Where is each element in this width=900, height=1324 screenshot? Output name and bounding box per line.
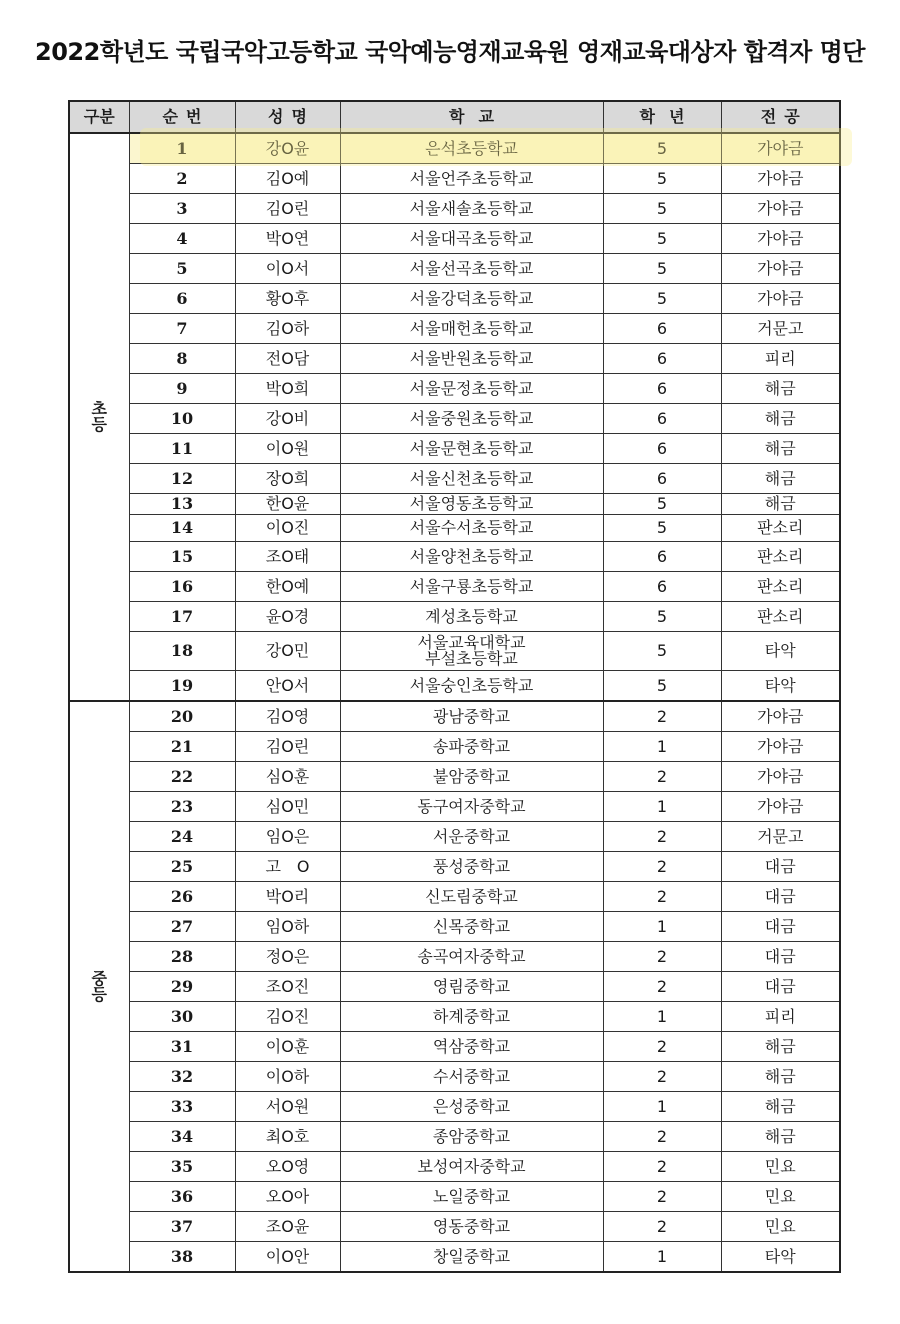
table-row xyxy=(69,164,840,194)
row-name: 고 O xyxy=(235,852,340,882)
row-major: 가야금 xyxy=(721,254,840,284)
table-row xyxy=(69,852,840,882)
row-name: 김O예 xyxy=(235,164,340,194)
row-grade: 2 xyxy=(603,762,721,792)
row-name: 이O안 xyxy=(235,1242,340,1273)
row-grade: 2 xyxy=(603,882,721,912)
row-name: 전O담 xyxy=(235,344,340,374)
table-row xyxy=(69,224,840,254)
row-number: 24 xyxy=(129,822,235,852)
row-school: 은석초등학교 xyxy=(340,133,603,164)
row-name: 박O리 xyxy=(235,882,340,912)
row-name: 서O원 xyxy=(235,1092,340,1122)
category-label: 초 xyxy=(91,399,107,418)
row-school: 종암중학교 xyxy=(340,1122,603,1152)
row-school: 신목중학교 xyxy=(340,912,603,942)
row-school-line: 서울교육대학교 xyxy=(417,633,526,652)
row-grade: 6 xyxy=(603,542,721,572)
row-number: 5 xyxy=(129,254,235,284)
row-name: 한O윤 xyxy=(235,494,340,515)
row-major: 가야금 xyxy=(721,224,840,254)
row-school: 은성중학교 xyxy=(340,1092,603,1122)
row-major: 해금 xyxy=(721,1122,840,1152)
row-major: 해금 xyxy=(721,374,840,404)
table-row xyxy=(69,344,840,374)
row-grade: 2 xyxy=(603,1122,721,1152)
row-grade: 5 xyxy=(603,284,721,314)
row-name: 임O은 xyxy=(235,822,340,852)
row-school: 서울수서초등학교 xyxy=(340,515,603,542)
row-grade: 6 xyxy=(603,314,721,344)
row-school: 서울숭인초등학교 xyxy=(340,671,603,702)
row-grade: 1 xyxy=(603,912,721,942)
row-grade: 2 xyxy=(603,1062,721,1092)
row-number: 29 xyxy=(129,972,235,1002)
table-row xyxy=(69,254,840,284)
row-number: 35 xyxy=(129,1152,235,1182)
row-number: 28 xyxy=(129,942,235,972)
row-major: 해금 xyxy=(721,494,840,515)
row-number: 25 xyxy=(129,852,235,882)
row-grade: 6 xyxy=(603,404,721,434)
row-major: 대금 xyxy=(721,852,840,882)
table-row xyxy=(69,1242,840,1273)
row-number: 18 xyxy=(129,632,235,671)
table-row xyxy=(69,464,840,494)
row-name: 황O후 xyxy=(235,284,340,314)
row-school: 송파중학교 xyxy=(340,732,603,762)
row-number: 17 xyxy=(129,602,235,632)
row-school: 수서중학교 xyxy=(340,1062,603,1092)
row-grade: 2 xyxy=(603,852,721,882)
row-school: 서울문현초등학교 xyxy=(340,434,603,464)
row-major: 대금 xyxy=(721,912,840,942)
row-school: 서울구룡초등학교 xyxy=(340,572,603,602)
row-number: 12 xyxy=(129,464,235,494)
row-name: 정O은 xyxy=(235,942,340,972)
row-number: 3 xyxy=(129,194,235,224)
row-number: 15 xyxy=(129,542,235,572)
row-major: 거문고 xyxy=(721,314,840,344)
row-name: 조O태 xyxy=(235,542,340,572)
row-major: 거문고 xyxy=(721,822,840,852)
row-school: 불암중학교 xyxy=(340,762,603,792)
category-label: 등 xyxy=(91,984,107,1004)
header-number: 순번 xyxy=(129,101,235,133)
row-school: 서울양천초등학교 xyxy=(340,542,603,572)
table-row xyxy=(69,494,840,515)
row-major: 해금 xyxy=(721,1092,840,1122)
header-category: 구분 xyxy=(69,101,129,133)
row-grade: 5 xyxy=(603,515,721,542)
row-number: 4 xyxy=(129,224,235,254)
row-grade: 5 xyxy=(603,194,721,224)
row-name: 심O훈 xyxy=(235,762,340,792)
row-major: 피리 xyxy=(721,1002,840,1032)
row-number: 16 xyxy=(129,572,235,602)
row-school-line: 부설초등학교 xyxy=(425,649,518,668)
row-name: 김O린 xyxy=(235,732,340,762)
row-name: 김O린 xyxy=(235,194,340,224)
row-grade: 2 xyxy=(603,701,721,732)
row-grade: 5 xyxy=(603,632,721,671)
row-number: 11 xyxy=(129,434,235,464)
table-row xyxy=(69,762,840,792)
row-grade: 5 xyxy=(603,671,721,702)
row-name: 이O훈 xyxy=(235,1032,340,1062)
row-major: 민요 xyxy=(721,1182,840,1212)
row-major: 가야금 xyxy=(721,194,840,224)
row-school: 서울매헌초등학교 xyxy=(340,314,603,344)
table-row xyxy=(69,133,840,164)
row-school: 영림중학교 xyxy=(340,972,603,1002)
row-name: 오O아 xyxy=(235,1182,340,1212)
row-school: 서울영동초등학교 xyxy=(340,494,603,515)
row-grade: 2 xyxy=(603,822,721,852)
row-major: 가야금 xyxy=(721,701,840,732)
row-name: 이O진 xyxy=(235,515,340,542)
row-major: 타악 xyxy=(721,671,840,702)
category-middle xyxy=(69,701,129,1272)
category-label: 등 xyxy=(91,415,107,434)
row-grade: 2 xyxy=(603,1212,721,1242)
row-major: 가야금 xyxy=(721,164,840,194)
table-row xyxy=(69,701,840,732)
row-school: 서울새솔초등학교 xyxy=(340,194,603,224)
row-number: 21 xyxy=(129,732,235,762)
row-school: 역삼중학교 xyxy=(340,1032,603,1062)
table-row xyxy=(69,602,840,632)
table-row xyxy=(69,792,840,822)
row-major: 판소리 xyxy=(721,515,840,542)
header-name: 성명 xyxy=(235,101,340,133)
row-school: 서울문정초등학교 xyxy=(340,374,603,404)
row-school: 서울선곡초등학교 xyxy=(340,254,603,284)
row-number: 9 xyxy=(129,374,235,404)
table-row xyxy=(69,671,840,702)
row-grade: 6 xyxy=(603,434,721,464)
row-name: 강O민 xyxy=(235,632,340,671)
row-school: 서울중원초등학교 xyxy=(340,404,603,434)
row-number: 20 xyxy=(129,701,235,732)
row-grade: 5 xyxy=(603,224,721,254)
row-number: 37 xyxy=(129,1212,235,1242)
row-name: 강O윤 xyxy=(235,133,340,164)
row-major: 가야금 xyxy=(721,284,840,314)
header-school: 학교 xyxy=(340,101,603,133)
row-school: 서울반원초등학교 xyxy=(340,344,603,374)
row-number: 26 xyxy=(129,882,235,912)
row-major: 가야금 xyxy=(721,792,840,822)
table-row xyxy=(69,194,840,224)
row-name: 이O서 xyxy=(235,254,340,284)
row-school: 계성초등학교 xyxy=(340,602,603,632)
row-school: 보성여자중학교 xyxy=(340,1152,603,1182)
row-number: 23 xyxy=(129,792,235,822)
table-row xyxy=(69,972,840,1002)
row-number: 27 xyxy=(129,912,235,942)
table-row xyxy=(69,1182,840,1212)
admission-roster-table xyxy=(68,100,841,1273)
row-school: 신도림중학교 xyxy=(340,882,603,912)
table-row xyxy=(69,1032,840,1062)
row-school: 풍성중학교 xyxy=(340,852,603,882)
row-major: 피리 xyxy=(721,344,840,374)
row-grade: 6 xyxy=(603,344,721,374)
row-grade: 1 xyxy=(603,792,721,822)
row-number: 2 xyxy=(129,164,235,194)
row-grade: 2 xyxy=(603,942,721,972)
row-number: 33 xyxy=(129,1092,235,1122)
row-school: 하계중학교 xyxy=(340,1002,603,1032)
page-title: 2022학년도 국립국악고등학교 국악예능영재교육원 영재교육대상자 합격자 명단 xyxy=(35,38,865,66)
table-row xyxy=(69,632,840,671)
row-grade: 2 xyxy=(603,1182,721,1212)
row-major: 해금 xyxy=(721,464,840,494)
table-row xyxy=(69,374,840,404)
row-major: 타악 xyxy=(721,632,840,671)
category-label: 중 xyxy=(91,968,107,988)
table-row xyxy=(69,515,840,542)
row-name: 안O서 xyxy=(235,671,340,702)
row-number: 19 xyxy=(129,671,235,702)
row-name: 이O원 xyxy=(235,434,340,464)
row-major: 해금 xyxy=(721,1032,840,1062)
table-row xyxy=(69,1062,840,1092)
row-name: 심O민 xyxy=(235,792,340,822)
row-major: 타악 xyxy=(721,1242,840,1273)
row-number: 8 xyxy=(129,344,235,374)
row-major: 가야금 xyxy=(721,133,840,164)
row-name: 김O하 xyxy=(235,314,340,344)
row-name: 윤O경 xyxy=(235,602,340,632)
header-grade: 학년 xyxy=(603,101,721,133)
row-number: 38 xyxy=(129,1242,235,1273)
row-grade: 1 xyxy=(603,1002,721,1032)
row-major: 대금 xyxy=(721,972,840,1002)
row-major: 민요 xyxy=(721,1152,840,1182)
row-number: 30 xyxy=(129,1002,235,1032)
row-number: 1 xyxy=(129,133,235,164)
row-school: 서울신천초등학교 xyxy=(340,464,603,494)
row-grade: 5 xyxy=(603,254,721,284)
row-major: 가야금 xyxy=(721,732,840,762)
row-major: 판소리 xyxy=(721,542,840,572)
row-major: 대금 xyxy=(721,942,840,972)
header-row xyxy=(69,101,840,133)
row-school: 영동중학교 xyxy=(340,1212,603,1242)
table-row xyxy=(69,822,840,852)
category-elementary xyxy=(69,133,129,701)
row-grade: 2 xyxy=(603,972,721,1002)
row-number: 7 xyxy=(129,314,235,344)
row-school: 서울강덕초등학교 xyxy=(340,284,603,314)
table-row xyxy=(69,572,840,602)
table-row xyxy=(69,882,840,912)
row-grade: 2 xyxy=(603,1152,721,1182)
row-name: 조O윤 xyxy=(235,1212,340,1242)
row-grade: 5 xyxy=(603,494,721,515)
table-row xyxy=(69,912,840,942)
table-row xyxy=(69,1122,840,1152)
row-school: 송곡여자중학교 xyxy=(340,942,603,972)
row-number: 13 xyxy=(129,494,235,515)
table-row xyxy=(69,942,840,972)
row-number: 22 xyxy=(129,762,235,792)
row-school xyxy=(340,632,603,671)
table-row xyxy=(69,1212,840,1242)
row-major: 해금 xyxy=(721,434,840,464)
row-grade: 1 xyxy=(603,1092,721,1122)
row-major: 대금 xyxy=(721,882,840,912)
row-name: 김O진 xyxy=(235,1002,340,1032)
row-number: 36 xyxy=(129,1182,235,1212)
row-name: 최O호 xyxy=(235,1122,340,1152)
row-number: 10 xyxy=(129,404,235,434)
table-row xyxy=(69,404,840,434)
row-major: 판소리 xyxy=(721,572,840,602)
row-grade: 1 xyxy=(603,732,721,762)
row-school: 서울대곡초등학교 xyxy=(340,224,603,254)
row-grade: 6 xyxy=(603,464,721,494)
row-name: 이O하 xyxy=(235,1062,340,1092)
row-number: 32 xyxy=(129,1062,235,1092)
header-major: 전공 xyxy=(721,101,840,133)
row-number: 34 xyxy=(129,1122,235,1152)
row-major: 판소리 xyxy=(721,602,840,632)
row-school: 동구여자중학교 xyxy=(340,792,603,822)
row-number: 6 xyxy=(129,284,235,314)
row-school: 광남중학교 xyxy=(340,701,603,732)
row-number: 14 xyxy=(129,515,235,542)
row-name: 한O예 xyxy=(235,572,340,602)
row-school: 노일중학교 xyxy=(340,1182,603,1212)
table-row xyxy=(69,434,840,464)
table-row xyxy=(69,1092,840,1122)
row-name: 강O비 xyxy=(235,404,340,434)
row-grade: 6 xyxy=(603,572,721,602)
row-grade: 5 xyxy=(603,602,721,632)
row-school: 서운중학교 xyxy=(340,822,603,852)
row-name: 박O연 xyxy=(235,224,340,254)
row-grade: 2 xyxy=(603,1032,721,1062)
row-school: 서울언주초등학교 xyxy=(340,164,603,194)
row-name: 박O희 xyxy=(235,374,340,404)
row-name: 장O희 xyxy=(235,464,340,494)
row-name: 김O영 xyxy=(235,701,340,732)
table-row xyxy=(69,732,840,762)
row-name: 임O하 xyxy=(235,912,340,942)
row-major: 해금 xyxy=(721,404,840,434)
table-row xyxy=(69,284,840,314)
row-grade: 5 xyxy=(603,164,721,194)
table-row xyxy=(69,314,840,344)
row-grade: 6 xyxy=(603,374,721,404)
row-major: 민요 xyxy=(721,1212,840,1242)
table-row xyxy=(69,1152,840,1182)
row-major: 해금 xyxy=(721,1062,840,1092)
row-school: 창일중학교 xyxy=(340,1242,603,1273)
table-row xyxy=(69,542,840,572)
row-grade: 5 xyxy=(603,133,721,164)
row-name: 조O진 xyxy=(235,972,340,1002)
row-grade: 1 xyxy=(603,1242,721,1273)
row-number: 31 xyxy=(129,1032,235,1062)
row-name: 오O영 xyxy=(235,1152,340,1182)
row-major: 가야금 xyxy=(721,762,840,792)
table-row xyxy=(69,1002,840,1032)
